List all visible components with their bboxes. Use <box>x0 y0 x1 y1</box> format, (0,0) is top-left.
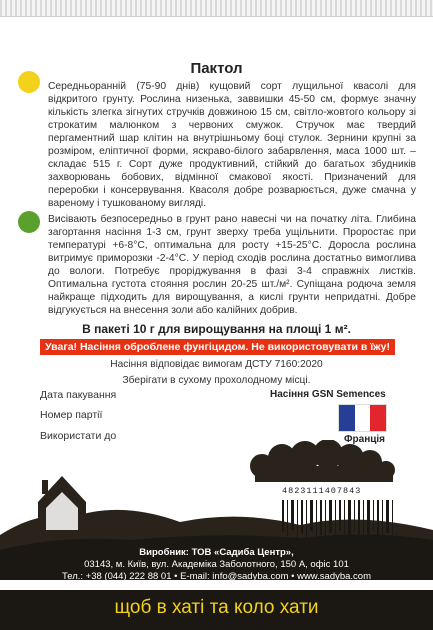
use-by-label: Використати до <box>40 430 117 442</box>
brand-slogan: щоб в хаті та коло хати <box>114 597 319 618</box>
manufacturer-contacts: Тел.: +38 (044) 222 88 01 • E-mail: info@sadyba.com • www.sadyba.com <box>61 571 372 582</box>
storage-instruction: Зберігати в сухому прохолодному місці. <box>122 375 311 386</box>
trees-cloud-icon <box>250 440 395 482</box>
france-flag-icon <box>338 404 387 432</box>
variety-description: Середньоранній (75-90 днів) кущовий сорт лущильної квасолі для відкритого грунту. Рослина низенька, заввишки 45-50 см, формує значну кількість злегка зігнутих стручків довжиною 15 см, світло-жовтого кольору зі строкатим малюнком з червоних смужок. Стручок має твердий пергаментний шар клітин на внутрішньому боці стулок. Зернини крупні за розміром, еліптичної форми, яскраво-білого забарвлення, маса 1000 шт. – складає 515 г. Сорт дуже продуктивний, стійкий до багатьох збудників захворювань бобових, відмінної смакової якості. Призначений для переробки і консервування. Квасоля добре розварюється, дуже смачна у вареному і тушкованому вигляді. <box>48 81 416 209</box>
manufacturer-address: 03143, м. Київ, вул. Академіка Заболотного, 150 А, офіс 101 <box>84 559 349 570</box>
standard-compliance: Насіння відповідає вимогам ДСТУ 7160:2020 <box>110 359 323 370</box>
manufacturer-info <box>0 547 433 583</box>
origin-country: Франція <box>344 434 386 445</box>
manufacturer-name: Виробник: ТОВ «Садиба Центр», <box>139 547 294 558</box>
bag-contents-note: В пакеті 10 г для вирощування на площі 1 м². <box>82 322 351 336</box>
barcode-number: 4823111407843 <box>282 486 362 496</box>
yellow-dot-icon <box>18 71 40 93</box>
fungicide-warning-banner: Увага! Насіння оброблене фунгіцидом. Не використовувати в їжу! <box>40 339 395 355</box>
product-title: Пактол <box>190 60 243 77</box>
sowing-instructions: Висівають безпосередньо в грунт рано навесні чи на початку літа. Глибина загортання насіння 1-3 см, грунт зверху треба ущільнити. Проростає при температурі +6-8°С, оптимальна для росту +15-25°С. Доросла рослина витримує приморозки -2-4°С. У період сходів рослина достатньо вимоглива до вологи. Потребує проріджування в фазі 3-4 справжніх листків. Оптимальна густота стояння рослин 20-25 шт./м². Супіщана родюча земля найкраще підходить для вирощування, а кислі грунти непридатні. Добре відгукується на внесення золи або калійних добрив. <box>48 214 416 316</box>
seed-brand: Насіння GSN Semences <box>270 389 386 400</box>
pack-date-label: Дата пакування <box>40 389 117 401</box>
batch-number-label: Номер партії <box>40 409 103 421</box>
green-dot-icon <box>18 211 40 233</box>
packet-crimp-edge <box>0 0 433 17</box>
